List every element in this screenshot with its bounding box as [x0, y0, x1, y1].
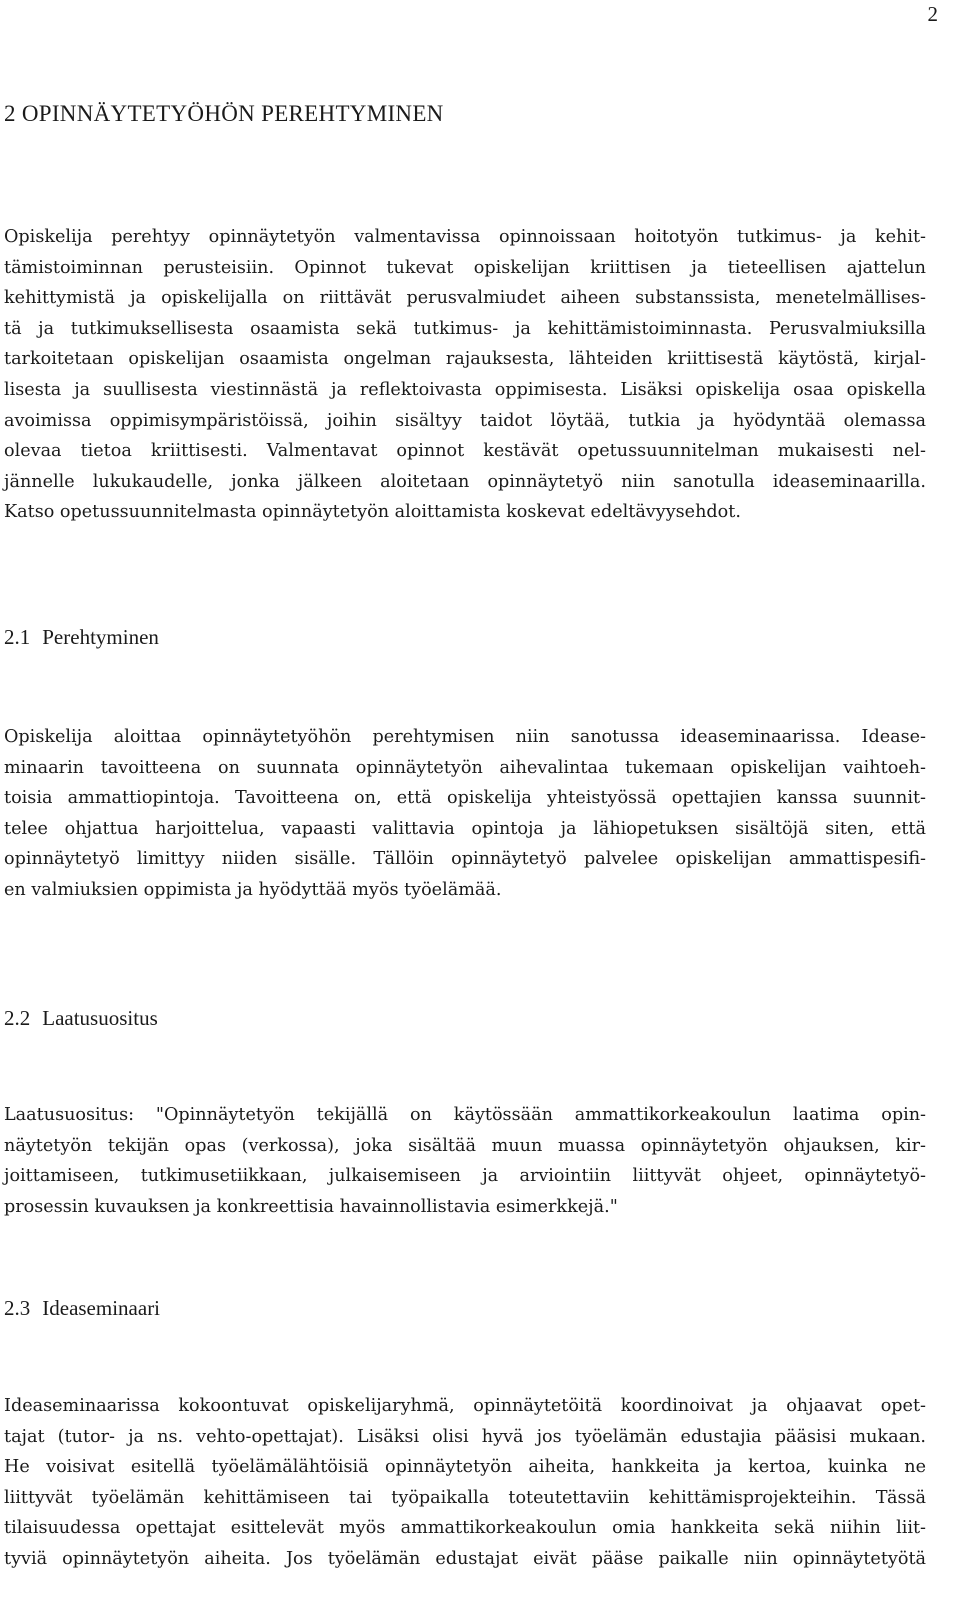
text-line: Opiskelija perehtyy opinnäytetyön valmentavissa opinnoissaan hoitotyön tutkimus- ja kehit-: [4, 227, 926, 247]
text-line: lisesta ja suullisesta viestinnästä ja reflektoivasta oppimisesta. Lisäksi opiskelija osaa opiskella: [4, 379, 926, 400]
section-2-2-paragraph: [4, 1100, 926, 1222]
text-line: Laatusuositus: "Opinnäytetyön tekijällä on käytössään ammattikorkeakoulun laatima opin-: [4, 1105, 926, 1125]
section-2-1-paragraph: [4, 722, 926, 906]
text-line: toisia ammattiopintoja. Tavoitteena on, että opiskelija yhteistyössä opettajien kanssa suunnit-: [4, 788, 926, 809]
text-line: tilaisuudessa opettajat esittelevät myös ammattikorkeakoulun omia hankkeita sekä niihin liit-: [4, 1518, 926, 1539]
section-heading-2-1: [4, 625, 159, 650]
text-line: He voisivat esitellä työelämälähtöisiä opinnäytetyön aiheita, hankkeita ja kertoa, kuinka ne: [4, 1457, 926, 1478]
section-title: Ideaseminaari: [42, 1296, 161, 1320]
section-number: 2.2: [4, 1006, 31, 1030]
text-line: näytetyön tekijän opas (verkossa), joka sisältää muun muassa opinnäytetyön ohjauksen, kir-: [4, 1135, 926, 1156]
section-number: 2.1: [4, 625, 31, 649]
text-line: prosessin kuvauksen ja konkreettisia havainnollistavia esimerkkejä.": [4, 1196, 618, 1217]
text-line: minaarin tavoitteena on suunnata opinnäytetyön aihevalintaa tukemaan opiskelijan vaihtoeh-: [4, 757, 926, 778]
section-number: 2.3: [4, 1296, 31, 1320]
text-line: kehittymistä ja opiskelijalla on riittävät perusvalmiudet aiheen substanssista, menetelmällises-: [4, 288, 926, 309]
text-line: avoimissa oppimisympäristöissä, joihin sisältyy taidot löytää, tutkia ja hyödyntää olemassa: [4, 410, 926, 431]
chapter-title: 2 OPINNÄYTETYÖHÖN PEREHTYMINEN: [4, 101, 444, 126]
text-line: telee ohjattua harjoittelua, vapaasti valittavia opintoja ja lähiopetuksen sisältöjä siten, että: [4, 818, 926, 839]
text-line: tarkoitetaan opiskelijan osaamista ongelman rajauksesta, lähteiden kriittisestä käytöstä, kirjal-: [4, 349, 926, 370]
section-title: Perehtyminen: [42, 625, 159, 649]
text-line: jännelle lukukaudelle, jonka jälkeen aloitetaan opinnäytetyö niin sanotulla ideaseminaarilla.: [4, 471, 926, 492]
chapter-intro-paragraph: [4, 222, 926, 528]
section-heading-2-2: [4, 1006, 158, 1031]
text-line: Opiskelija aloittaa opinnäytetyöhön perehtymisen niin sanotussa ideaseminaarissa. Idease-: [4, 727, 926, 747]
text-line: en valmiuksien oppimista ja hyödyttää myös työelämää.: [4, 879, 502, 900]
text-line: Katso opetussuunnitelmasta opinnäytetyön aloittamista koskevat edeltävyysehdot.: [4, 502, 741, 523]
text-line: tämistoiminnan perusteisiin. Opinnot tukevat opiskelijan kriittisen ja tieteellisen ajattelun: [4, 257, 926, 278]
page-number: 2: [927, 2, 938, 26]
text-line: opinnäytetyö limittyy niiden sisälle. Tällöin opinnäytetyö palvelee opiskelijan ammattispesifi-: [4, 849, 926, 870]
section-title: Laatusuositus: [42, 1006, 158, 1030]
text-line: liittyvät työelämän kehittämiseen tai työpaikalla toteutettaviin kehittämisprojekteihin. Tässä: [4, 1487, 926, 1508]
text-line: tajat (tutor- ja ns. vehto-opettajat). Lisäksi olisi hyvä jos työelämän edustajia pääsisi mukaan.: [4, 1426, 926, 1447]
text-line: joittamiseen, tutkimusetiikkaan, julkaisemiseen ja arviointiin liittyvät ohjeet, opinnäytetyö-: [4, 1166, 926, 1187]
text-line: olevaa tietoa kriittisesti. Valmentavat opinnot kestävät opetussuunnitelman mukaisesti nel-: [4, 441, 926, 462]
text-line: Ideaseminaarissa kokoontuvat opiskelijaryhmä, opinnäytetöitä koordinoivat ja ohjaavat opet-: [4, 1396, 926, 1416]
text-line: tä ja tutkimuksellisesta osaamista sekä tutkimus- ja kehittämistoiminnasta. Perusvalmiuksilla: [4, 318, 926, 339]
section-2-3-paragraph: [4, 1391, 926, 1575]
section-heading-2-3: [4, 1296, 160, 1321]
text-line: tyviä opinnäytetyön aiheita. Jos työelämän edustajat eivät pääse paikalle niin opinnäytetyötä: [4, 1548, 926, 1569]
